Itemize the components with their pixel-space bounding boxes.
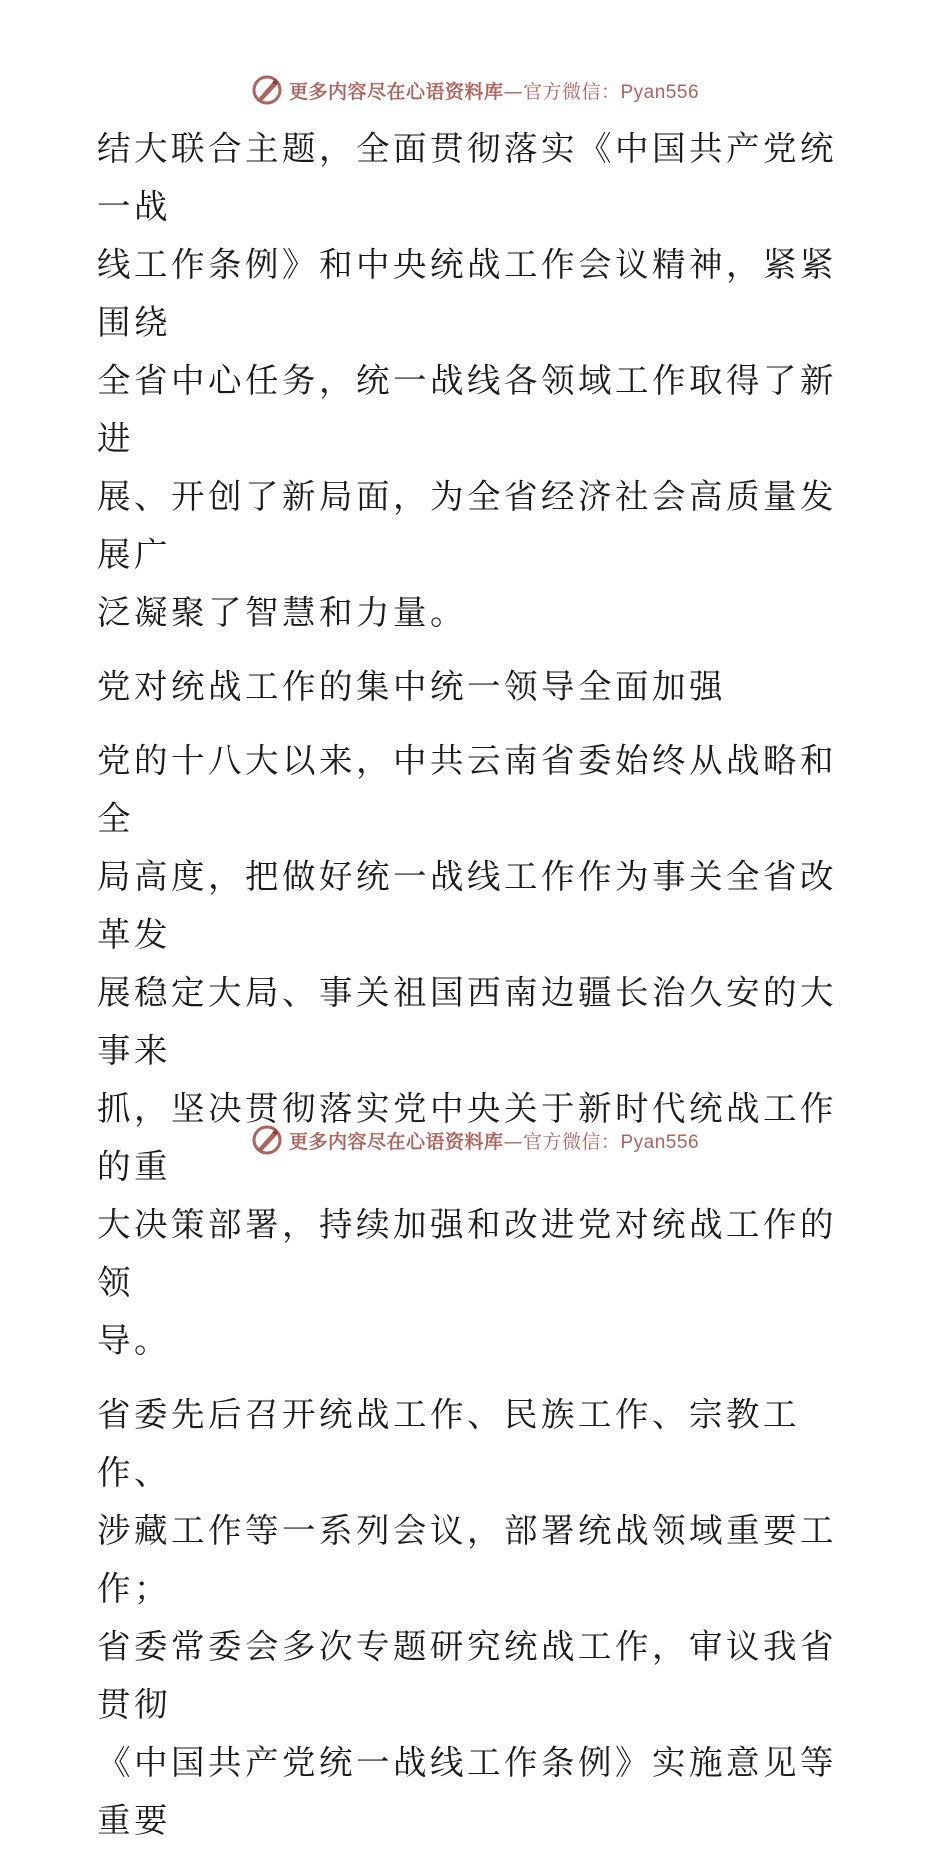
watermark-account-id: Pyan556 (620, 81, 700, 103)
text-line: 展稳定大局、事关祖国西南边疆长治久安的大事来 (97, 973, 837, 1070)
watermark-account-label: 官方微信： (522, 80, 621, 103)
watermark-account-label: 官方微信： (522, 1130, 621, 1153)
brush-logo-icon (251, 74, 283, 106)
footer-watermark (0, 1120, 950, 1160)
watermark-main: 更多内容尽在心语资料库 (288, 1130, 504, 1153)
text-line: 结大联合主题，全面贯彻落实《中国共产党统一战 (97, 129, 837, 226)
text-line: 展、开创了新局面，为全省经济社会高质量发展广 (97, 477, 837, 574)
watermark-text (289, 1127, 699, 1154)
section-heading (97, 658, 853, 716)
header-watermark (0, 70, 950, 110)
text-line: 局高度，把做好统一战线工作作为事关全省改革发 (97, 857, 837, 954)
heading-text: 党对统战工作的集中统一领导全面加强 (97, 667, 726, 706)
text-line: 线工作条例》和中央统战工作会议精神，紧紧围绕 (97, 245, 837, 342)
paragraph-leadership (97, 732, 853, 1370)
paragraph-intro (97, 120, 853, 642)
text-line: 《中国共产党统一战线工作条例》实施意见等重要 (97, 1743, 837, 1840)
text-line: 抓，坚决贯彻落实党中央关于新时代统战工作的重 (97, 1089, 837, 1186)
watermark-main: 更多内容尽在心语资料库 (288, 80, 504, 103)
paragraph-meetings (97, 1386, 853, 1850)
text-line: 全省中心任务，统一战线各领域工作取得了新进 (97, 361, 837, 458)
watermark-text (289, 77, 699, 104)
watermark-separator: — (503, 1130, 523, 1153)
text-line: 泛凝聚了智慧和力量。 (97, 593, 467, 632)
watermark-separator: — (503, 80, 523, 103)
text-line: 党的十八大以来，中共云南省委始终从战略和全 (97, 741, 837, 838)
text-line: 大决策部署，持续加强和改进党对统战工作的领 (97, 1205, 837, 1302)
brush-logo-icon (251, 1124, 283, 1156)
watermark-account-id: Pyan556 (620, 1131, 700, 1153)
document-body (97, 120, 853, 1850)
text-line: 导。 (97, 1321, 171, 1360)
text-line: 省委常委会多次专题研究统战工作，审议我省贯彻 (97, 1627, 837, 1724)
text-line: 省委先后召开统战工作、民族工作、宗教工作、 (97, 1395, 800, 1492)
text-line: 涉藏工作等一系列会议，部署统战领域重要工作； (97, 1511, 837, 1608)
